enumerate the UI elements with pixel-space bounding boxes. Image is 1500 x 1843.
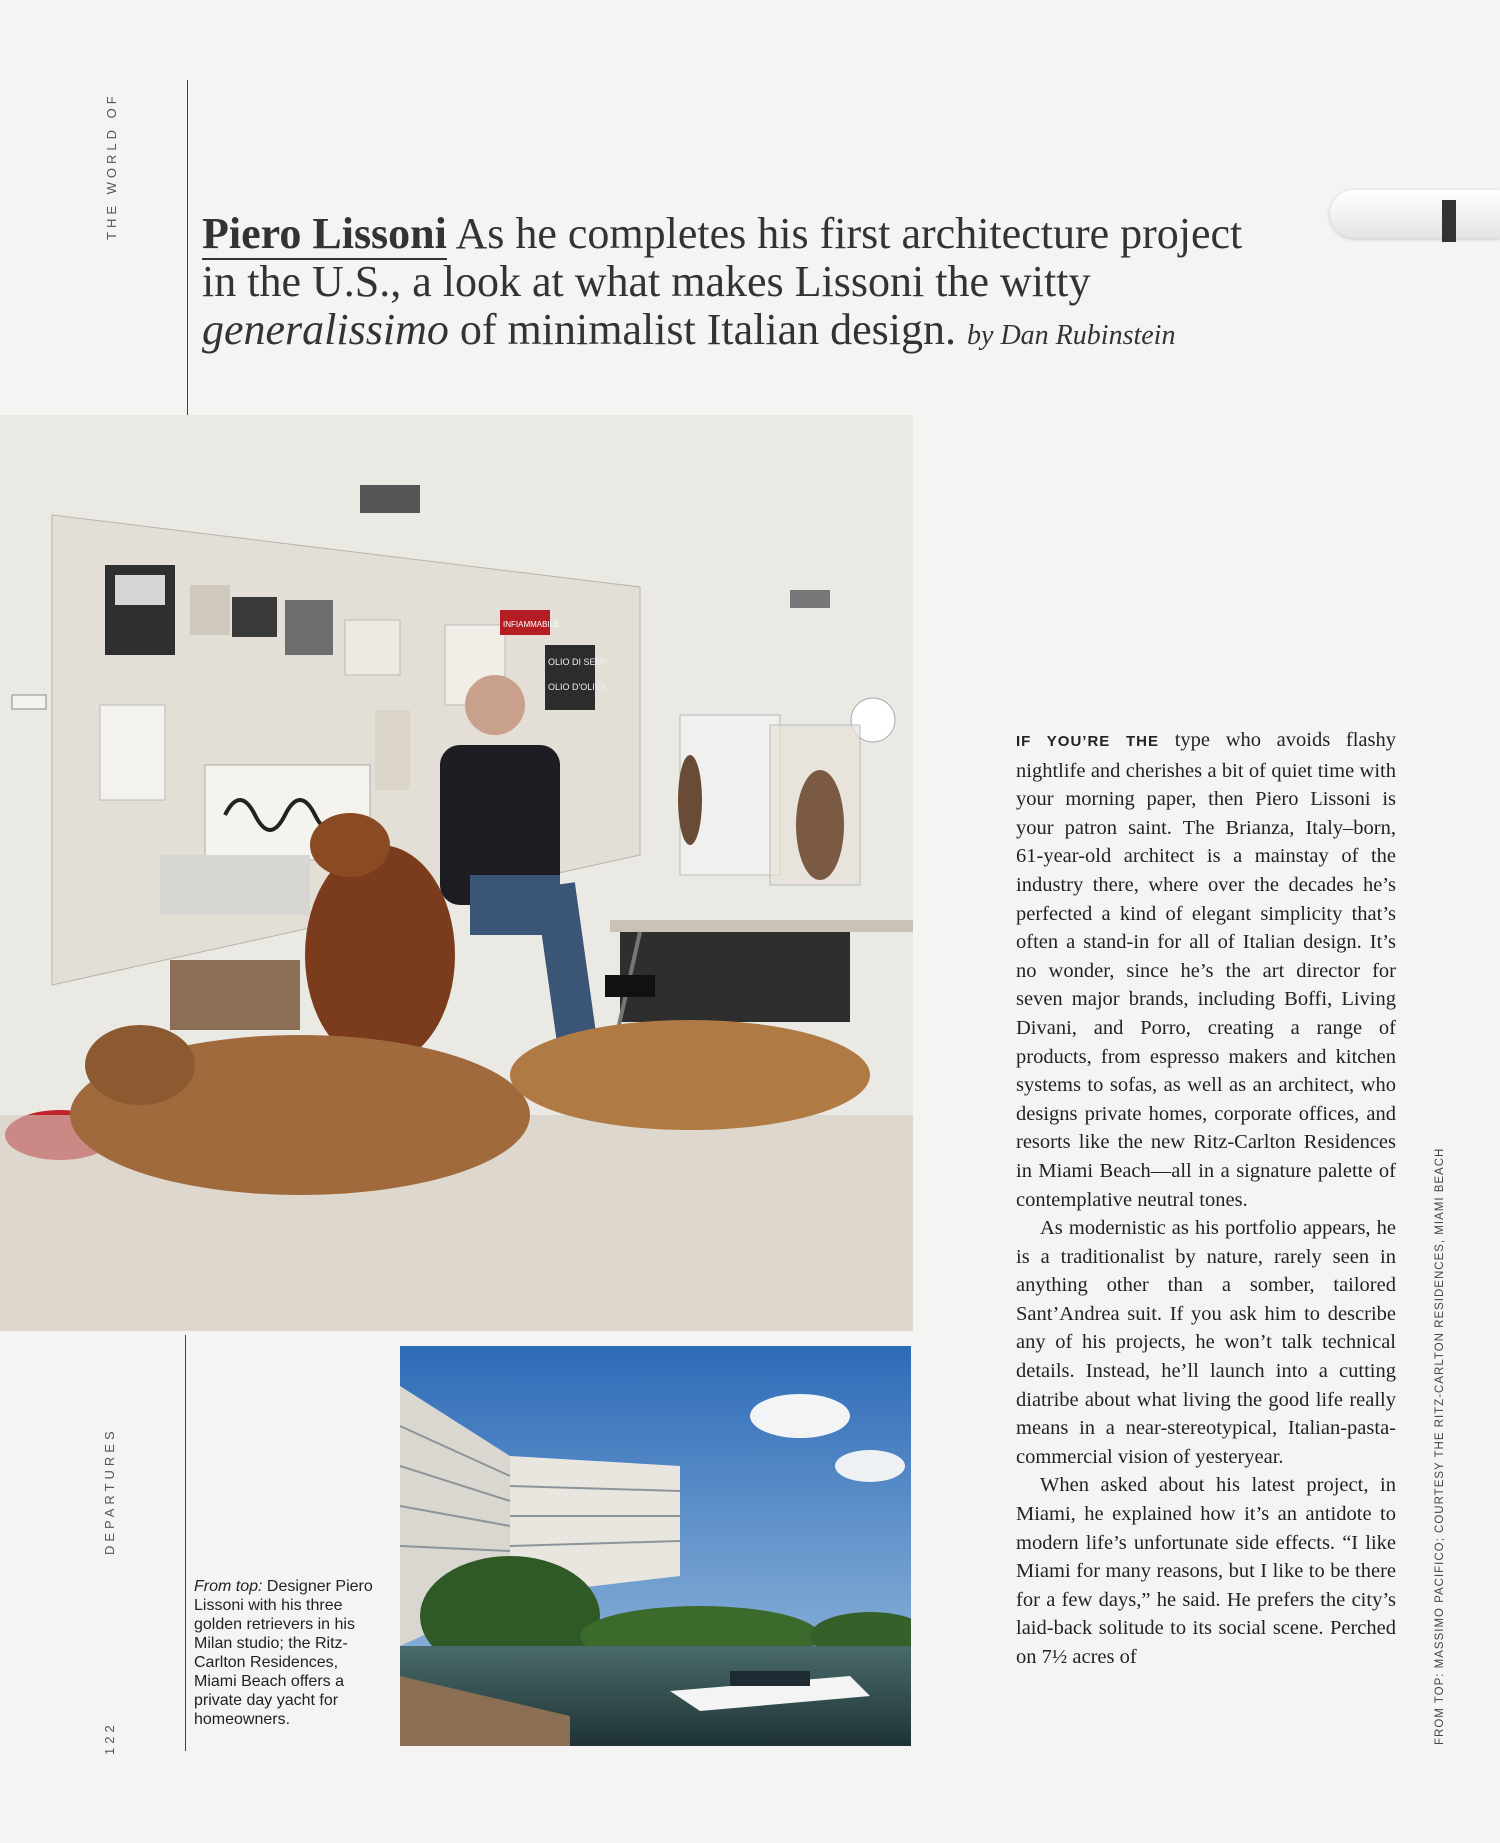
paragraph-1 xyxy=(1016,726,1396,1214)
page-number: 122 xyxy=(102,1721,117,1755)
header-rule xyxy=(187,80,188,415)
headline-dek-b: of minimalist Italian design. xyxy=(448,305,968,354)
byline: by Dan Rubinstein xyxy=(967,320,1176,351)
studio-photo xyxy=(0,415,913,1331)
paragraph-1-text: type who avoids flashy nightlife and cherishes a bit of quiet time with your morning paper, then Piero Lissoni is your patron saint. The Brianza, Italy–born, 61-year-old architect is a mainstay of the industry there, where over the decades he’s perfected a kind of elegant simplicity that’s often a stand-in for all of Italian design. It’s no wonder, since he’s the art director for seven major brands, including Boffi, Living Divani, and Porro, creating a range of products, from espresso makers and kitchen systems to sofas, as well as an architect, who designs private homes, corporate offices, and resorts like the new Ritz-Carlton Residences in Miami Beach—all in a signature palette of contemplative neutral tones. xyxy=(1016,729,1396,1211)
running-head: THE WORLD OF xyxy=(104,92,119,240)
sign-olio-semi: OLIO DI SEMI xyxy=(548,657,606,667)
paragraph-3: When asked about his latest project, in Miami, he explained how it’s an antidote to modern life’s unfortunate side effects. “I like Miami for many reasons, but I like to be there for a few days,” he said. He prefers the city’s laid-back solitude to its social scene. Perched on 7½ acres of xyxy=(1016,1474,1396,1668)
residences-photo xyxy=(400,1346,911,1746)
caption-rule xyxy=(185,1335,186,1751)
lead-in: IF YOU’RE THE xyxy=(1016,733,1160,750)
caption-text: Designer Piero Lissoni with his three golden retrievers in his Milan studio; the Ritz-Carlton Residences, Miami Beach offers a private day yacht for homeowners. xyxy=(194,1578,373,1728)
photo-caption xyxy=(194,1577,374,1729)
paragraph-2: As modernistic as his portfolio appears, he is a traditionalist by nature, rarely seen in anything other than a somber, tailored Sant’Andrea suit. If you ask him to describe any of his projects, he won’t talk technical details. Instead, he’ll launch into a cutting diatribe about what living the good life really means in a near-stereotypical, Italian-pasta-commercial vision of yesteryear. xyxy=(1016,1217,1396,1468)
article-body xyxy=(1016,726,1396,1672)
headline-name: Piero Lissoni xyxy=(202,209,447,258)
headline-dek-a: As he completes his first architecture project in the U.S., a look at what makes Lissoni the witty xyxy=(202,209,1243,306)
caption-lead: From top: xyxy=(194,1578,263,1595)
sign-olio-oliva: OLIO D'OLIVA xyxy=(548,682,607,692)
page-tab-marker xyxy=(1330,190,1500,238)
headline-block xyxy=(202,210,1262,360)
magazine-name: DEPARTURES xyxy=(102,1427,117,1555)
bleed-through-text xyxy=(280,90,1430,137)
tab-bar-icon xyxy=(1442,200,1456,242)
sign-infiammabile: INFIAMMABILE xyxy=(503,620,560,629)
photo-credit: FROM TOP: MASSIMO PACIFICO; COURTESY THE RITZ-CARLTON RESIDENCES, MIAMI BEACH xyxy=(1434,1147,1446,1745)
headline-dek-italic: generalissimo xyxy=(202,305,449,354)
